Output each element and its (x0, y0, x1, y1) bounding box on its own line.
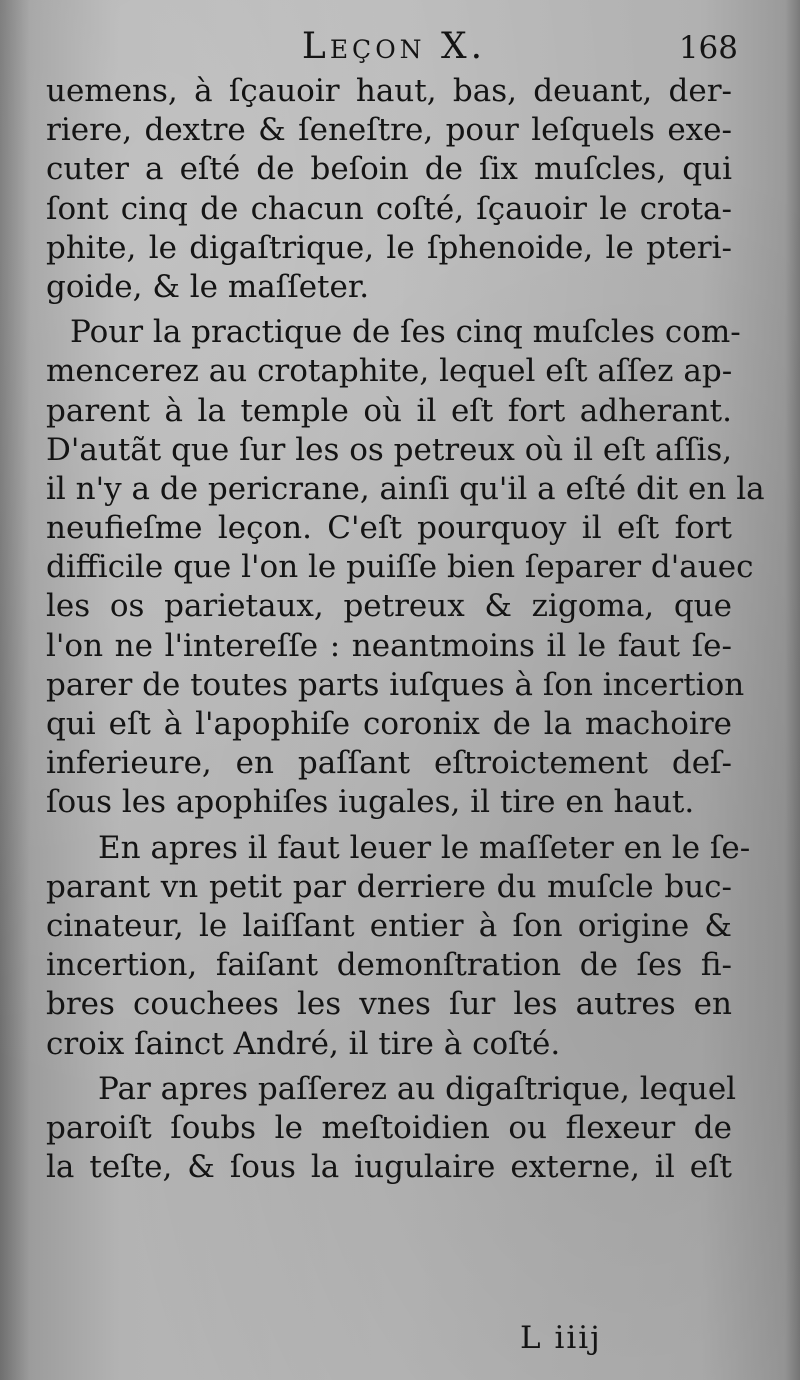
text-line: inferieure, en paſſant eſtroictement deſ- (46, 745, 732, 782)
text-line: ſous les apophiſes iugales, il tire en haut. (46, 784, 695, 821)
text-line: Pour la practique de ſes cinq muſcles com- (70, 314, 741, 351)
paragraph-2 (46, 313, 765, 822)
body-text (46, 72, 765, 1187)
page-number: 168 (678, 30, 738, 66)
text-line: En apres il faut leuer le maſſeter en le ſe- (98, 829, 751, 866)
text-line: parer de toutes parts iuſques à ſon incertion (46, 666, 745, 703)
signature-mark: L iiij (520, 1320, 602, 1356)
text-line: difficile que l'on le puiſſe bien ſeparer d'auec (46, 549, 754, 586)
text-line: les os parietaux, petreux & zigoma, que (46, 588, 732, 625)
text-line: qui eſt à l'apophiſe coronix de la machoire (46, 706, 732, 742)
text-line: mencerez au crotaphite, lequel eſt aſſez ap- (46, 353, 733, 390)
text-line: D'autãt que ſur les os petreux où il eſt aſſis, (46, 431, 733, 468)
paragraph-4 (46, 1070, 737, 1188)
text-line: phite, le digaſtrique, le ſphenoide, le pteri- (46, 229, 732, 266)
paragraph-1 (46, 72, 732, 307)
text-line: paroiſt ſoubs le meſtoidien ou flexeur de (46, 1109, 732, 1146)
text-line: riere, dextre & ſeneſtre, pour leſquels exe- (46, 112, 732, 149)
text-line: cuter a eſté de beſoin de ſix muſcles, qui (46, 151, 732, 188)
text-line: l'on ne l'intereſſe : neantmoins il le faut ſe- (46, 627, 732, 664)
text-line: neufieſme leçon. C'eſt pourquoy il eſt fort (46, 510, 732, 547)
page-header (50, 22, 738, 72)
running-head: Leçon X. (301, 26, 487, 67)
text-line: parent à la temple où il eſt fort adherant. (46, 392, 732, 429)
text-line: cinateur, le laiſſant entier à ſon origine & (46, 907, 732, 944)
text-line: goide, & le maſſeter. (46, 268, 370, 305)
text-line: la teſte, & ſous la iugulaire externe, il eſt (46, 1149, 732, 1186)
text-line: parant vn petit par derriere du muſcle buc- (46, 868, 732, 905)
text-line: Par apres paſſerez au digaſtrique, lequel (98, 1070, 737, 1107)
text-line: uemens, à ſçauoir haut, bas, deuant, der- (46, 73, 732, 109)
text-line: croix ſainct André, il tire à coſté. (46, 1025, 561, 1062)
paragraph-3 (46, 829, 751, 1064)
text-line: bres couchees les vnes ſur les autres en (46, 986, 732, 1023)
text-line: ſont cinq de chacun coſté, ſçauoir le crota- (46, 190, 732, 227)
text-line: il n'y a de pericrane, ainſi qu'il a eſté dit en la (46, 470, 765, 507)
text-line: incertion, faiſant demonſtration de ſes fi- (46, 947, 732, 984)
